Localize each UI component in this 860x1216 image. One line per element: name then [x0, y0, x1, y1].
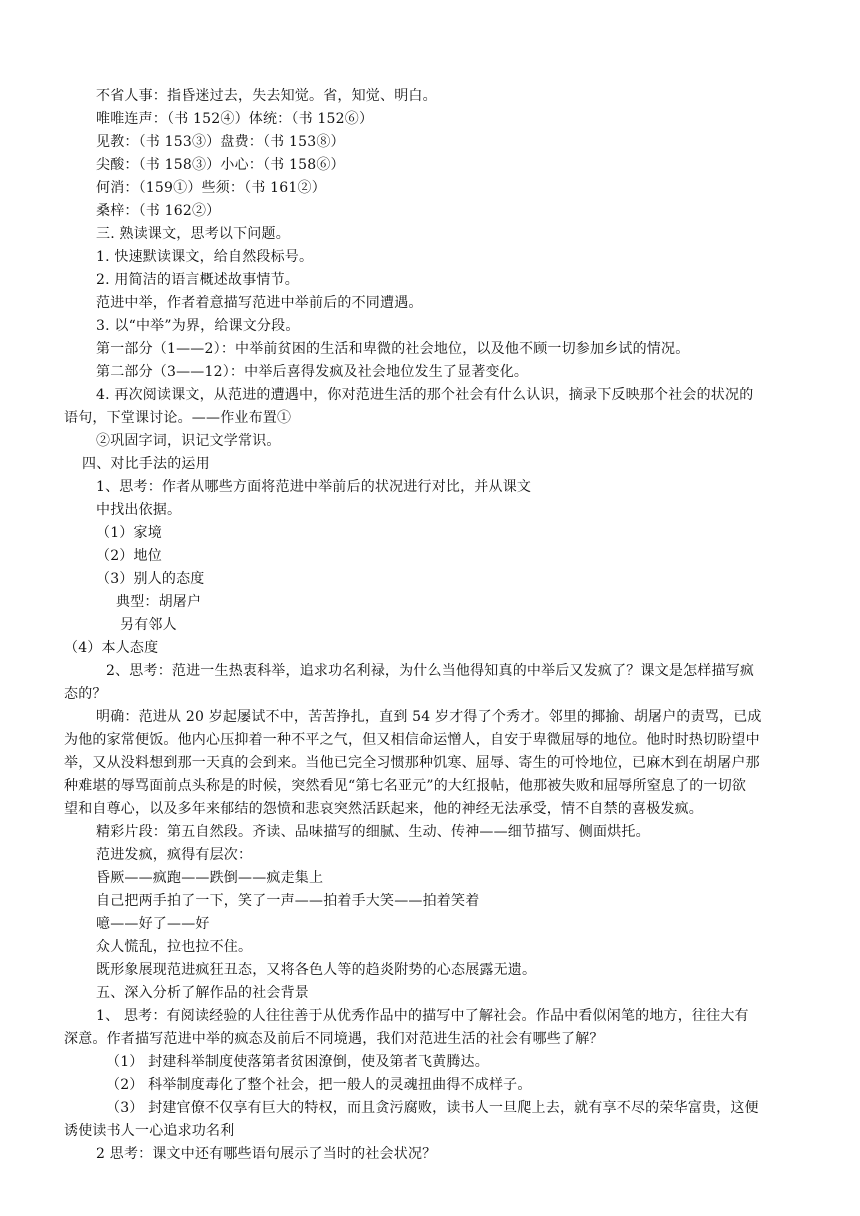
text-line: 不省人事：指昏迷过去，失去知觉。省，知觉、明白。	[96, 88, 437, 104]
text-line: 态的？	[64, 686, 107, 702]
text-line: 既形象展现范进疯狂丑态，又将各色人等的趋炎附势的心态展露无遗。	[96, 962, 537, 978]
text-line: 桑梓：（书 162②）	[96, 203, 221, 219]
list-item: （2）地位	[96, 548, 162, 564]
text-line: 第二部分（3——12）：中举后喜得发疯及社会地位发生了显著变化。	[96, 364, 529, 380]
text-line: 范进中举，作者着意描写范进中举前后的不同遭遇。	[96, 295, 423, 311]
text-line: 为他的家常便饭。他内心压抑着一种不平之气，但又相信命运憎人，自安于卑微屈辱的地位。他时时热切盼望中	[64, 732, 760, 748]
text-line: 见教：（书 153③）盘费：（书 153⑧）	[96, 134, 345, 150]
text-line: 2. 用简洁的语言概述故事情节。	[96, 272, 300, 288]
text-line: 唯唯连声：（书 152④）体统：（书 152⑥）	[96, 111, 374, 127]
text-line: 明确：范进从 20 岁起屡试不中，苦苦挣扎，直到 54 岁才得了个秀才。邻里的揶揄、胡屠户的责骂，已成	[96, 709, 762, 725]
text-line: 昏厥——疯跑——跌倒——疯走集上	[96, 870, 324, 886]
text-line: 3. 以“中举”为界，给课文分段。	[96, 318, 300, 334]
text-line: 尖酸：（书 158③）小心：（书 158⑥）	[96, 157, 345, 173]
list-item: （3）别人的态度	[96, 571, 205, 587]
list-item: （2） 科举制度毒化了整个社会，把一般人的灵魂扭曲得不成样子。	[106, 1077, 532, 1093]
text-line: 望和自尊心，以及多年来郁结的怨愤和悲哀突然活跃起来，他的神经无法承受，情不自禁的喜极发疯。	[64, 801, 703, 817]
text-line: 范进发疯，疯得有层次：	[96, 847, 253, 863]
text-line: 诱使读书人一心追求功名利	[64, 1123, 235, 1139]
section-heading: 五、深入分析了解作品的社会背景	[96, 985, 309, 1001]
text-line: 三. 熟读课文，思考以下问题。	[96, 226, 290, 242]
text-line: 自己把两手拍了一下，笑了一声——拍着手大笑——拍着笑着	[96, 893, 480, 909]
section-heading: 四、对比手法的运用	[82, 456, 210, 472]
text-line: 2 思考：课文中还有哪些语句展示了当时的社会状况？	[96, 1146, 437, 1162]
text-line: 2、思考：范进一生热衷科举，追求功名利禄，为什么当他得知真的中举后又发疯了？课文是怎样描写疯	[106, 663, 755, 679]
text-line: 何消：（159①）些须：（书 161②）	[96, 180, 326, 196]
text-line: 1、 思考：有阅读经验的人往往善于从优秀作品中的描写中了解社会。作品中看似闲笔的地方，往往大有	[96, 1008, 749, 1024]
text-line: 中找出依据。	[96, 502, 182, 518]
text-line: 第一部分（1——2）：中举前贫困的生活和卑微的社会地位，以及他不顾一切参加乡试的情况。	[96, 341, 690, 357]
text-line: 1、思考：作者从哪些方面将范进中举前后的状况进行对比，并从课文	[96, 479, 532, 495]
text-line: 深意。作者描写范进中举的疯态及前后不同境遇，我们对范进生活的社会有哪些了解？	[64, 1031, 604, 1047]
text-line: 4. 再次阅读课文，从范进的遭遇中，你对范进生活的那个社会有什么认识，摘录下反映那个社会的状况的	[96, 387, 754, 403]
list-item: （4）本人态度	[64, 640, 159, 656]
text-line: 众人慌乱，拉也拉不住。	[96, 939, 253, 955]
text-line: 典型：胡屠户	[116, 594, 202, 610]
text-line: 精彩片段：第五自然段。齐读、品味描写的细腻、生动、传神——细节描写、侧面烘托。	[96, 824, 650, 840]
text-line: ②巩固字词，识记文学常识。	[96, 433, 281, 449]
text-line: 噫——好了——好	[96, 916, 210, 932]
list-item: （1）家境	[96, 525, 162, 541]
text-line: 语句，下堂课讨论。——作业布置①	[64, 410, 292, 426]
text-line: 另有邻人	[120, 617, 177, 633]
text-line: 举，又从没料想到那一天真的会到来。当他已完全习惯那种饥寒、屈辱、寄生的可怜地位，已麻木到在胡屠户那	[64, 755, 760, 771]
list-item: （1） 封建科举制度使落第者贫困潦倒，使及第者飞黄腾达。	[106, 1054, 489, 1070]
text-line: 1. 快速默读课文，给自然段标号。	[96, 249, 314, 265]
text-line: 种难堪的辱骂面前点头称是的时候，突然看见“第七名亚元”的大红报帖，他那被失败和屈辱所窒息了的一切欲	[64, 778, 747, 794]
list-item: （3） 封建官僚不仅享有巨大的特权，而且贪污腐败，读书人一旦爬上去，就有享不尽的荣华富贵，这便	[106, 1100, 759, 1116]
